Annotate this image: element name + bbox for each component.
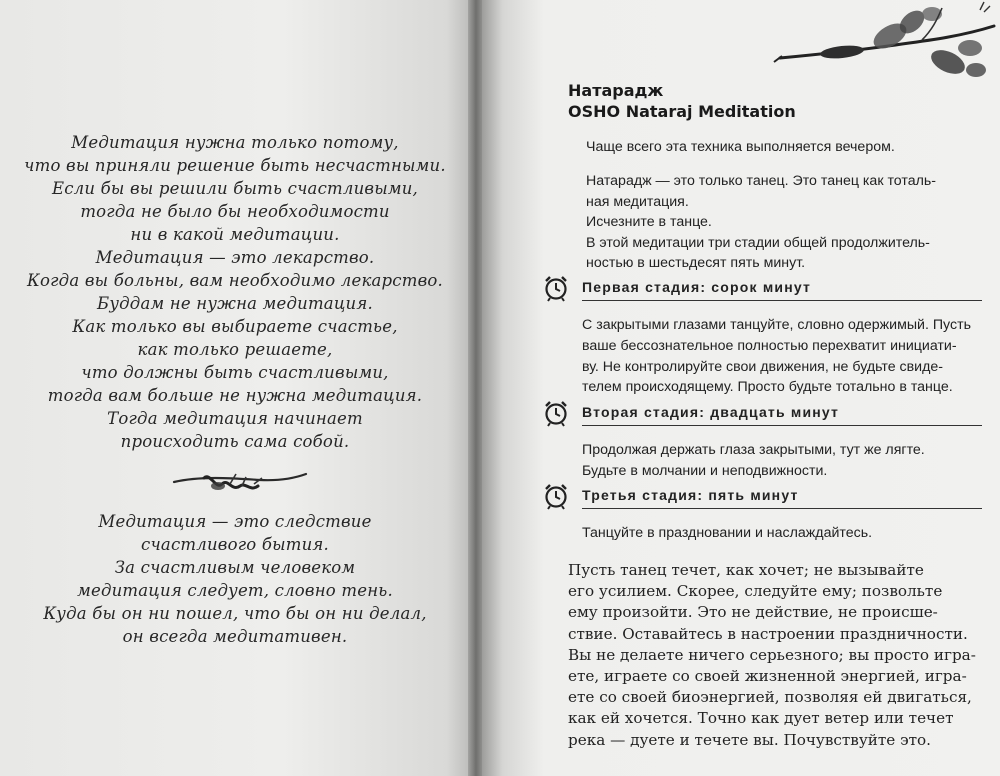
text-line: ву. Не контролируйте свои движения, не будьте свиде- [582,358,944,375]
poem-line: счастливого бытия. [141,535,329,554]
poem-happiness [0,131,470,453]
poem-line: Тогда медитация начинает [107,409,363,428]
alarm-clock-icon [542,399,570,427]
stage-divider [582,300,982,301]
poem-consequence [0,510,470,648]
poem-line: ни в какой медитации. [130,225,340,244]
poem-line: Буддам не нужна медитация. [97,294,373,313]
text-line: С закрытыми глазами танцуйте, словно одержимый. Пусть [582,317,971,333]
text-line: Танцуйте в праздновании и наслаждайтесь. [582,525,873,541]
text-line: его усилием. Скорее, следуйте ему; позвольте [568,582,943,601]
text-line: ностью в шестьдесят пять минут. [586,255,806,271]
text-line: ная медитация. [586,193,689,210]
text-line: как ей хочется. Точно как дует ветер или течет [568,709,954,728]
poem-line: Если бы вы решили быть счастливыми, [51,179,418,198]
title-russian: Натарадж [568,81,664,100]
text-line: В этой медитации три стадии общей продолжитель- [586,234,930,251]
text-line: ете со своей биоэнергией, позволяя ей двигаться, [568,688,972,707]
text-line: Вы не делаете ничего серьезного; вы просто игра- [568,645,976,664]
poem-line: Медитация — это лекарство. [95,248,375,267]
stage-divider [582,425,982,426]
text-line: река — дуете и течете вы. Почувствуйте это. [568,730,932,749]
text-line: Чаще всего эта техника выполняется вечером. [586,139,895,155]
alarm-clock-icon [542,274,570,302]
poem-line: За счастливым человеком [114,558,356,577]
poem-line: Медитация — это следствие [98,512,372,531]
text-line: Исчезните в танце. [586,214,712,230]
poem-line: что должны быть счастливыми, [81,363,389,382]
poem-line: медитация следует, словно тень. [77,581,393,600]
page-title [568,80,796,122]
stage-heading [542,399,982,427]
poem-line: Когда вы больны, вам необходимо лекарство. [27,271,443,290]
poem-line: Медитация нужна только потому, [71,133,399,152]
stage-divider [582,508,982,509]
text-line: ваше бессознательное полностью перехватит инициати- [582,337,957,354]
stage-heading [542,482,982,510]
ink-branch-illustration [772,0,1000,95]
brush-ornament-divider [170,462,310,502]
poem-line: Куда бы он ни пошел, что бы он ни делал, [43,604,427,623]
alarm-clock-icon [542,482,570,510]
text-line: Натарадж — это только танец. Это танец как тоталь- [586,173,937,189]
stage-description [582,315,972,398]
stage-label: Вторая стадия: двадцать минут [582,404,840,420]
text-line: Пусть танец течет, как хочет; не вызывайте [568,561,924,579]
stage-description [582,440,972,482]
intro-paragraph [586,137,966,158]
body-paragraph [568,560,976,751]
text-line: ствие. Оставайтесь в настроении праздничности. [568,624,968,643]
title-english: OSHO Nataraj Meditation [568,102,796,121]
text-line: Продолжая держать глаза закрытыми, тут же лягте. [582,442,925,458]
poem-line: как только решаете, [137,340,333,359]
stage-label: Третья стадия: пять минут [582,487,799,503]
poem-line: что вы приняли решение быть несчастными. [24,156,446,175]
stage-description [582,523,972,544]
intro-paragraph [586,171,966,274]
poem-line: тогда вам больше не нужна медитация. [47,386,423,405]
poem-line: Как только вы выбираете счастье, [72,317,398,336]
poem-line: он всегда медитативен. [122,627,348,646]
poem-line: тогда не было бы необходимости [80,202,390,221]
stage-heading [542,274,982,302]
text-line: ете, играете со своей жизненной энергией, игра- [568,667,967,686]
text-line: Будьте в молчании и неподвижности. [582,462,828,479]
right-page [482,0,1000,776]
text-line: телем происходящему. Просто будьте тотально в танце. [582,379,953,396]
text-line: ему произойти. Это не действие, не происше- [568,603,938,622]
stage-label: Первая стадия: сорок минут [582,279,812,295]
poem-line: происходить сама собой. [120,432,350,451]
left-page [0,0,470,776]
